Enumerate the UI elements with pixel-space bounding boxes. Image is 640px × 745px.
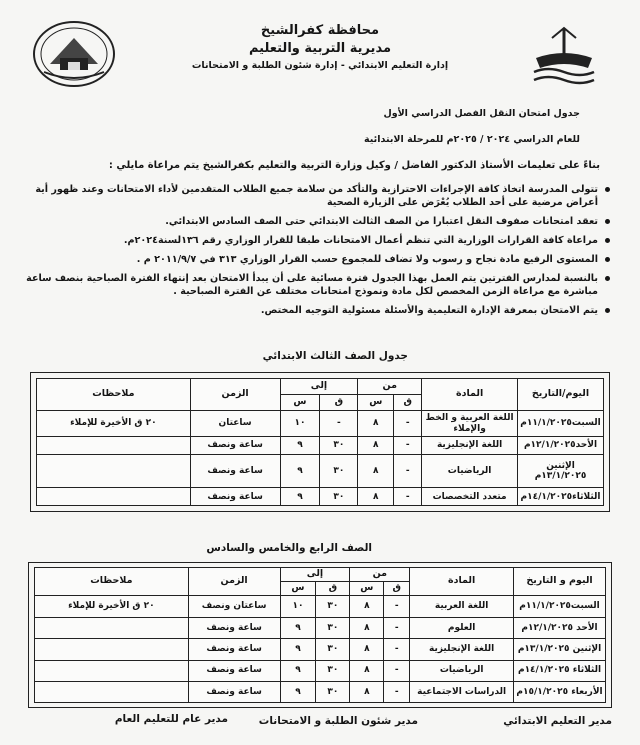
cell-notes: ٢٠ ق الأخيرة للإملاء xyxy=(37,411,191,437)
cell-notes xyxy=(35,681,189,702)
cell-duration: ساعة ونصف xyxy=(188,681,280,702)
cell-to-minutes: ٣٠ xyxy=(320,454,358,488)
header-duration: الزمن xyxy=(188,568,280,596)
departments-line: إدارة التعليم الابتدائي - إدارة شئون الطلبة و الامتحانات xyxy=(191,60,449,71)
cell-to-minutes: ٣٠ xyxy=(316,681,350,702)
header-from: من xyxy=(350,568,410,582)
header-from-minutes: ق xyxy=(384,582,410,596)
table-row xyxy=(37,437,604,455)
cell-to-minutes: ٣٠ xyxy=(320,437,358,455)
cell-subject: اللغة العربية و الخط والإملاء xyxy=(422,411,518,437)
grade4to6-table xyxy=(34,567,606,703)
table-row xyxy=(37,411,604,437)
cell-from-hours: ٨ xyxy=(350,596,384,618)
cell-from-hours: ٨ xyxy=(358,488,394,506)
cell-from-hours: ٨ xyxy=(350,639,384,660)
cell-to-hours: ٩ xyxy=(280,618,316,639)
header-subject: المادة xyxy=(422,379,518,411)
cell-to-minutes: ٣٠ xyxy=(320,488,358,506)
table-row xyxy=(37,454,604,488)
cell-to-hours: ٩ xyxy=(280,437,320,455)
instruction-item: بالنسبة لمدارس الفترتين يتم العمل بهذا الجدول فترة مسائية على أن يبدأ الامتحان بعد إنتهاء الفترة الصباحية بنصف ساعة مباشرة مع مراعاة الزمن المخصص لكل مادة ونموذج امتحانات مختلف عن الفترة الصباحية . xyxy=(22,272,612,298)
cell-notes xyxy=(35,660,189,681)
cell-subject: اللغة الإنجليزية xyxy=(422,437,518,455)
cell-duration: ساعة ونصف xyxy=(188,639,280,660)
cell-date: السبت١١/١/٢٠٢٥م xyxy=(518,411,604,437)
cell-to-hours: ٩ xyxy=(280,681,316,702)
cell-from-minutes: - xyxy=(394,411,422,437)
signature-primary: مدير التعليم الابتدائي xyxy=(503,715,612,727)
table-row xyxy=(35,639,606,660)
cell-to-hours: ٩ xyxy=(280,639,316,660)
cell-date: الأربعاء ١٥/١/٢٠٢٥م xyxy=(514,681,606,702)
cell-date: الأحد١٢/١/٢٠٢٥م xyxy=(518,437,604,455)
cell-subject: الرياضيات xyxy=(422,454,518,488)
academic-year: للعام الدراسي ٢٠٢٤ / ٢٠٢٥م للمرحلة الابتدائية xyxy=(364,134,580,145)
cell-notes xyxy=(37,437,191,455)
header-subject: المادة xyxy=(410,568,514,596)
cell-from-minutes: - xyxy=(394,437,422,455)
cell-subject: متعدد التخصصات xyxy=(422,488,518,506)
header-to-minutes: ق xyxy=(316,582,350,596)
governorate-emblem-icon xyxy=(528,24,600,88)
instruction-item: مراعاة كافة القرارات الوزارية التي تنظم أعمال الامتحانات طبقا للقرار الوزاري رقم ١٣٦لسنة٢٠٢٤م. xyxy=(22,234,612,247)
instruction-item: تتولى المدرسة اتخاذ كافة الإجراءات الاحترازية والتأكد من سلامة جميع الطلاب المتقدمين لأداء الامتحانات وعند ظهور أية أعراض مرضية على أحد الطلاب يُعْرَض على الزيارة الصحية xyxy=(22,183,612,209)
signatures xyxy=(0,715,640,745)
instruction-item: المستوى الرفيع مادة نجاح و رسوب ولا تضاف للمجموع حسب القرار الوزاري ٣١٣ في ٢٠١١/٩/٧ م . xyxy=(22,253,612,266)
header-from-minutes: ق xyxy=(394,395,422,411)
cell-subject: الرياضيات xyxy=(410,660,514,681)
cell-duration: ساعة ونصف xyxy=(190,437,280,455)
header-to-hours: س xyxy=(280,582,316,596)
cell-subject: العلوم xyxy=(410,618,514,639)
cell-to-hours: ١٠ xyxy=(280,596,316,618)
header-from-hours: س xyxy=(350,582,384,596)
cell-notes xyxy=(37,488,191,506)
letterhead-titles xyxy=(191,22,449,74)
cell-date: السبت١١/١/٢٠٢٥م xyxy=(514,596,606,618)
cell-from-minutes: - xyxy=(384,618,410,639)
grade3-table xyxy=(36,378,604,506)
letterhead xyxy=(30,18,610,98)
header-to: إلى xyxy=(280,568,350,582)
cell-to-minutes: ٣٠ xyxy=(316,618,350,639)
cell-subject: الدراسات الاجتماعية xyxy=(410,681,514,702)
cell-duration: ساعتان ونصف xyxy=(188,596,280,618)
cell-date: الأحد ١٢/١/٢٠٢٥م xyxy=(514,618,606,639)
cell-from-minutes: - xyxy=(384,596,410,618)
cell-duration: ساعة ونصف xyxy=(190,454,280,488)
cell-date: الثلاثاء١٤/١/٢٠٢٥م xyxy=(518,488,604,506)
cell-duration: ساعة ونصف xyxy=(188,660,280,681)
header-to-minutes: ق xyxy=(320,395,358,411)
cell-from-hours: ٨ xyxy=(358,437,394,455)
instruction-item: تعقد امتحانات صفوف النقل اعتبارا من الصف الثالث الابتدائي حتى الصف السادس الابتدائي. xyxy=(22,215,612,228)
header-date: اليوم و التاريخ xyxy=(514,568,606,596)
cell-from-minutes: - xyxy=(384,681,410,702)
cell-from-hours: ٨ xyxy=(350,660,384,681)
cell-subject: اللغة الإنجليزية xyxy=(410,639,514,660)
cell-date: الإثنين ١٣/١/٢٠٢٥م xyxy=(514,639,606,660)
instruction-item: يتم الامتحان بمعرفة الإدارة التعليمية والأسئلة مسئولية التوجيه المختص. xyxy=(22,304,612,317)
cell-to-hours: ١٠ xyxy=(280,411,320,437)
grade4to6-title: الصف الرابع والخامس والسادس xyxy=(206,542,372,554)
governorate-name: محافظة كفرالشيخ xyxy=(260,23,380,38)
instructions-list xyxy=(22,183,612,323)
table-row xyxy=(35,618,606,639)
cell-duration: ساعتان xyxy=(190,411,280,437)
cell-to-hours: ٩ xyxy=(280,488,320,506)
cell-date: الإثنين ١٣/١/٢٠٢٥م xyxy=(518,454,604,488)
cell-to-minutes: ٣٠ xyxy=(316,639,350,660)
header-duration: الزمن xyxy=(190,379,280,411)
cell-from-hours: ٨ xyxy=(350,681,384,702)
table-row xyxy=(37,488,604,506)
cell-date: الثلاثاء ١٤/١/٢٠٢٥م xyxy=(514,660,606,681)
header-to: إلى xyxy=(280,379,358,395)
cell-notes xyxy=(37,454,191,488)
exam-title: جدول امتحان النقل الفصل الدراسي الأول xyxy=(383,108,580,119)
cell-from-minutes: - xyxy=(394,488,422,506)
header-notes: ملاحظات xyxy=(37,379,191,411)
cell-from-minutes: - xyxy=(384,639,410,660)
signature-general: مدير عام للتعليم العام xyxy=(114,713,228,725)
cell-duration: ساعة ونصف xyxy=(190,488,280,506)
table-row xyxy=(35,681,606,702)
cell-notes: ٢٠ ق الأخيرة للإملاء xyxy=(35,596,189,618)
cell-from-hours: ٨ xyxy=(358,411,394,437)
cell-from-hours: ٨ xyxy=(350,618,384,639)
cell-from-minutes: - xyxy=(394,454,422,488)
cell-to-minutes: - xyxy=(320,411,358,437)
table-row xyxy=(35,660,606,681)
cell-to-hours: ٩ xyxy=(280,454,320,488)
cell-duration: ساعة ونصف xyxy=(188,618,280,639)
table-row xyxy=(35,596,606,618)
cell-notes xyxy=(35,639,189,660)
cell-from-hours: ٨ xyxy=(358,454,394,488)
header-to-hours: س xyxy=(280,395,320,411)
header-notes: ملاحظات xyxy=(35,568,189,596)
cell-to-hours: ٩ xyxy=(280,660,316,681)
intro-text: بناءً على تعليمات الأستاذ الدكتور الفاضل / وكيل وزارة التربية والتعليم بكفرالشيخ يتم مراعاة مايلي : xyxy=(108,160,600,171)
header-from: من xyxy=(358,379,422,395)
cell-subject: اللغة العربية xyxy=(410,596,514,618)
directorate-logo-icon xyxy=(30,18,118,90)
cell-to-minutes: ٣٠ xyxy=(316,596,350,618)
grade3-title: جدول الصف الثالث الابتدائي xyxy=(262,350,408,362)
cell-from-minutes: - xyxy=(384,660,410,681)
header-date: اليوم/التاريخ xyxy=(518,379,604,411)
header-from-hours: س xyxy=(358,395,394,411)
cell-notes xyxy=(35,618,189,639)
directorate-name: مديرية التربية والتعليم xyxy=(248,41,392,56)
signature-students: مدير شئون الطلبة و الامتحانات xyxy=(258,715,418,727)
cell-to-minutes: ٣٠ xyxy=(316,660,350,681)
